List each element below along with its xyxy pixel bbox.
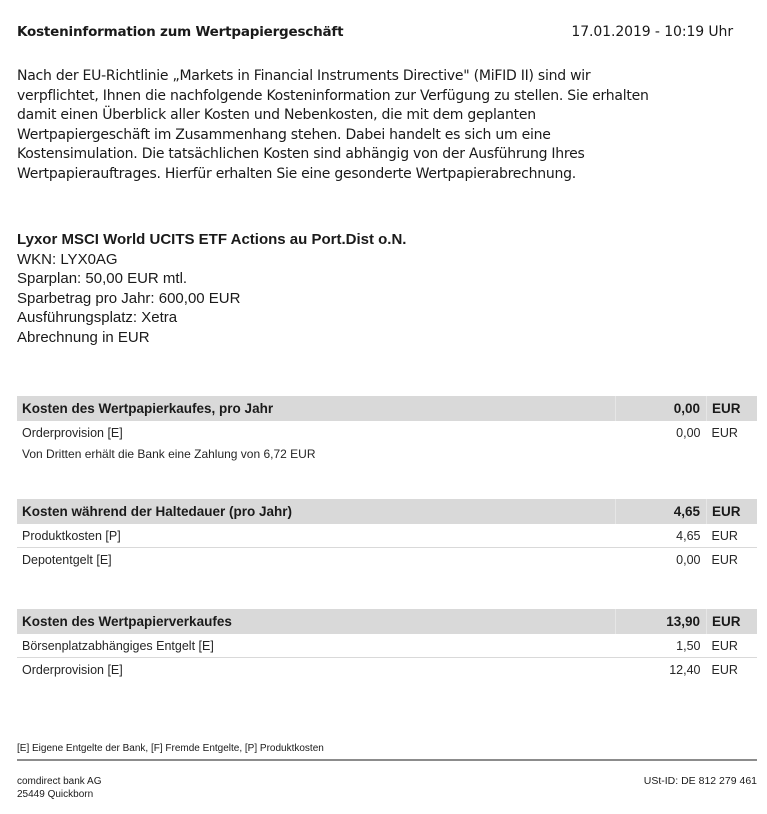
- section-total-currency: EUR: [707, 609, 758, 634]
- fee-type-legend: [E] Eigene Entgelte der Bank, [F] Fremde Entgelte, [P] Produktkosten: [17, 743, 324, 754]
- section-title: Kosten des Wertpapierverkaufes: [17, 609, 614, 634]
- third-party-payment-note-row: [17, 444, 757, 463]
- document-datetime: 17.01.2019 - 10:19 Uhr: [571, 24, 733, 40]
- cost-row: [17, 524, 757, 548]
- cost-row: [17, 421, 757, 444]
- cost-currency: EUR: [711, 552, 738, 567]
- vat-id: USt-ID: DE 812 279 461: [643, 775, 757, 787]
- third-party-payment-note: Von Dritten erhält die Bank eine Zahlung von 6,72 EUR: [22, 446, 316, 461]
- section-title: Kosten des Wertpapierkaufes, pro Jahr: [17, 396, 614, 421]
- section-total-currency: EUR: [707, 396, 758, 421]
- cost-amount: 0,00: [676, 552, 701, 567]
- security-wkn: WKN: LYX0AG: [17, 250, 118, 268]
- section-total: 4,65: [616, 499, 707, 524]
- document-title: Kosteninformation zum Wertpapiergeschäft: [17, 24, 344, 40]
- cost-label: Börsenplatzabhängiges Entgelt [E]: [17, 634, 614, 658]
- company-address: 25449 Quickborn: [17, 789, 94, 800]
- cost-label: Produktkosten [P]: [17, 524, 614, 548]
- footer-divider: [17, 759, 757, 761]
- section-title: Kosten während der Haltedauer (pro Jahr): [17, 499, 614, 524]
- cost-amount: 0,00: [676, 425, 701, 440]
- section-header-row: [17, 499, 757, 524]
- security-name: Lyxor MSCI World UCITS ETF Actions au Port.Dist o.N.: [17, 231, 407, 248]
- intro-line: damit einen Überblick aller Kosten und Nebenkosten, die mit dem geplanten: [17, 107, 536, 123]
- cost-currency: EUR: [711, 662, 738, 677]
- security-details: [17, 230, 406, 347]
- intro-line: Wertpapierauftrages. Hierfür erhalten Sie eine gesonderte Wertpapierabrechnung.: [17, 165, 576, 182]
- intro-line: Nach der EU-Richtlinie „Markets in Financial Instruments Directive" (MiFID II) sind wir: [17, 68, 591, 84]
- document-header: [17, 24, 733, 44]
- footer-company-address: [17, 775, 101, 801]
- intro-line: verpflichtet, Ihnen die nachfolgende Kosteninformation zur Verfügung zu stellen. Sie erhalten: [17, 87, 649, 104]
- cost-amount: 1,50: [616, 634, 707, 658]
- section-total: 0,00: [616, 396, 707, 421]
- cost-amount: 4,65: [616, 524, 707, 548]
- cost-currency: EUR: [707, 524, 758, 548]
- intro-paragraph: [17, 67, 752, 184]
- cost-row: [17, 634, 757, 658]
- execution-venue: Ausführungsplatz: Xetra: [17, 309, 178, 326]
- cost-currency: EUR: [707, 634, 758, 658]
- section-total-currency: EUR: [707, 499, 758, 524]
- annual-savings-amount: Sparbetrag pro Jahr: 600,00 EUR: [17, 289, 241, 307]
- cost-row: [17, 658, 757, 682]
- cost-currency: EUR: [711, 425, 738, 440]
- cost-table-sale: [17, 609, 757, 681]
- cost-table-holding: [17, 499, 757, 571]
- company-name: comdirect bank AG: [17, 776, 102, 787]
- intro-line: Wertpapiergeschäft im Zusammenhang stehen. Dabei handelt es sich um eine: [17, 126, 551, 143]
- cost-label: Orderprovision [E]: [22, 662, 123, 677]
- cost-table-purchase: [17, 396, 757, 463]
- section-total: 13,90: [616, 609, 707, 634]
- cost-label: Depotentgelt [E]: [22, 552, 112, 567]
- savings-plan: Sparplan: 50,00 EUR mtl.: [17, 270, 188, 287]
- section-header-row: [17, 609, 757, 634]
- cost-label: Orderprovision [E]: [22, 425, 123, 440]
- cost-amount: 12,40: [669, 662, 701, 677]
- cost-row: [17, 548, 757, 572]
- section-header-row: [17, 396, 757, 421]
- settlement-currency: Abrechnung in EUR: [17, 328, 150, 346]
- intro-line: Kostensimulation. Die tatsächlichen Kosten sind abhängig von der Ausführung Ihres: [17, 146, 585, 162]
